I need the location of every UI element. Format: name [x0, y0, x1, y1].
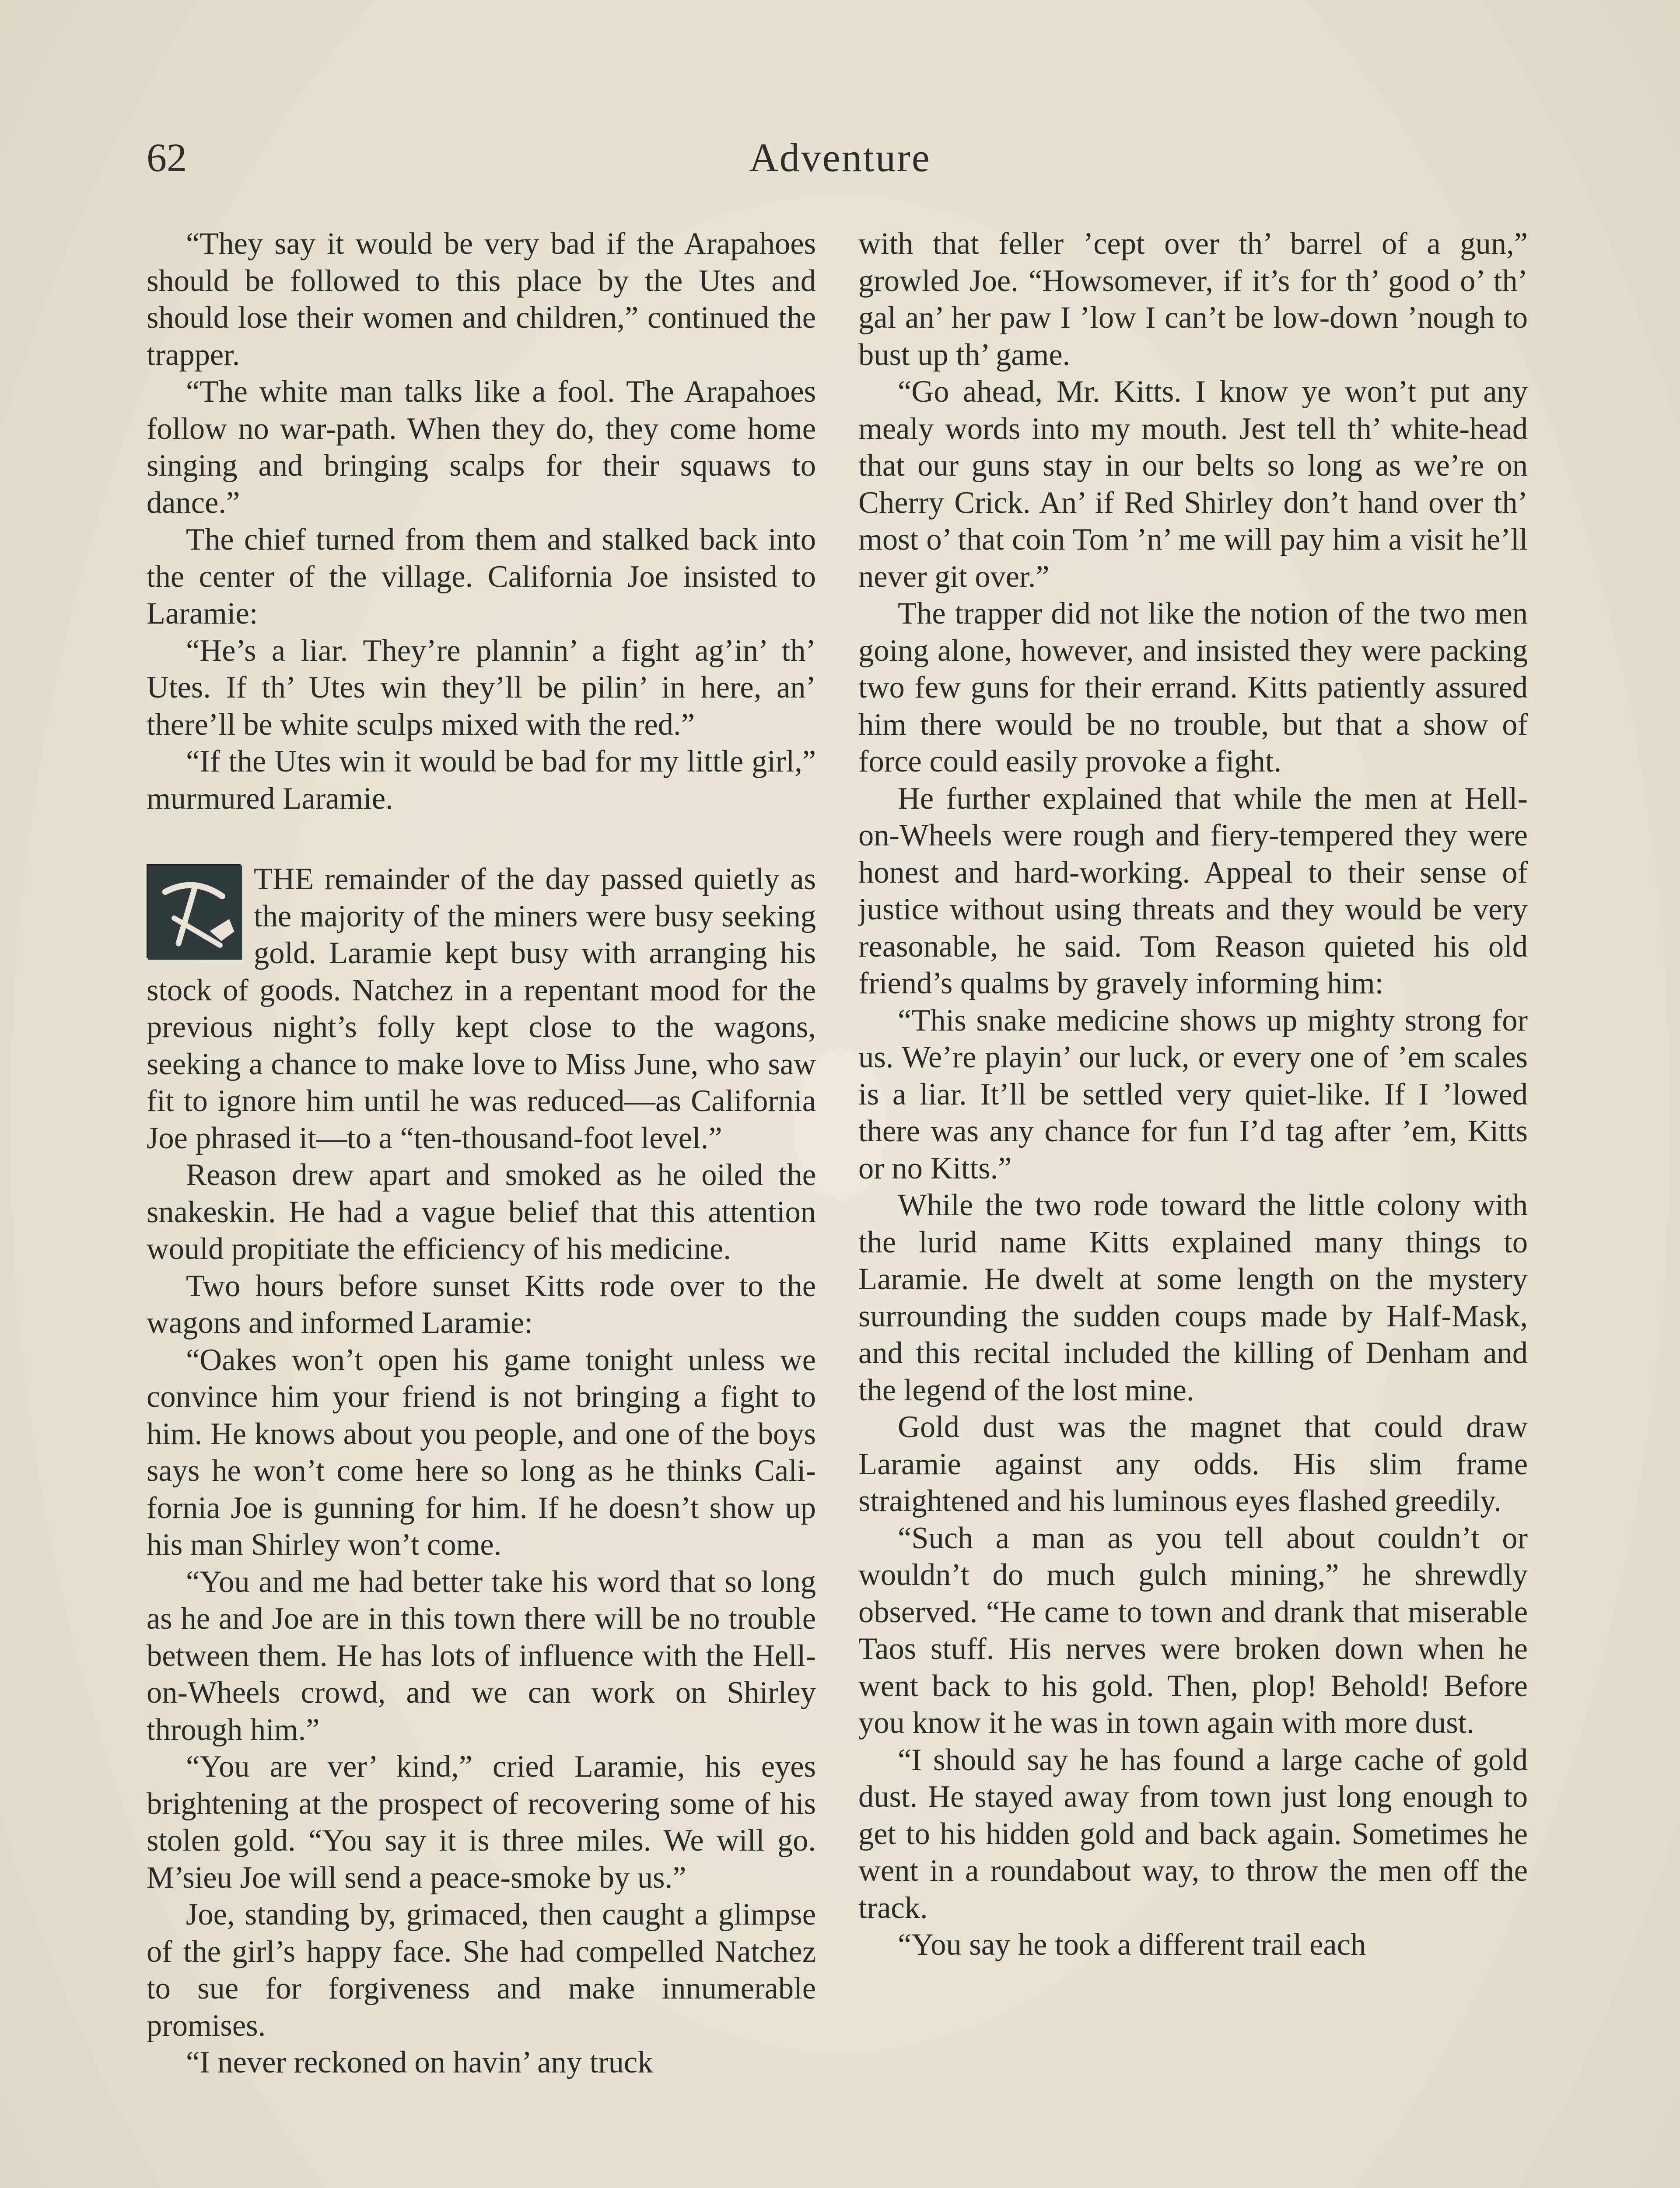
paragraph: “You say he took a different trail each — [898, 1928, 1366, 1962]
paragraph: Reason drew apart and smoked as he oiled the snakeskin. He had a vague belief that this attention would propitiate the efficiency of his medicine. — [147, 1158, 816, 1266]
page-header — [147, 131, 1533, 184]
paragraph: The trapper did not like the notion of the two men going alone, however, and insisted they were packing two few guns for their errand. Kitts patiently assured him there would be no trouble, but that a show of force could easily provoke a fight. — [858, 596, 1528, 778]
section-break — [147, 861, 816, 1157]
paragraph: with that feller ’cept over th’ barrel of a gun,” growled Joe. “Howsomever, if it’s for th’ good o’ th’ gal an’ her paw I ’low I can’t be low-down ’nough to bust up th’ game. — [858, 227, 1528, 372]
pickaxe-icon — [147, 864, 241, 958]
paragraph: “He’s a liar. They’re plannin’ a fight ag’in’ th’ Utes. If th’ Utes win they’ll be pilin’ in here, an’ there’ll be white sculps mixed with the red.” — [147, 633, 816, 742]
paragraph: “Oakes won’t open his game tonight unless we convince him your friend is not bringing a fight to him. He knows about you people, and one of the boys says he won’t come here so long as he thinks California Joe is gunning for him. If he doesn’t show up his man Shirley won’t come. — [147, 1343, 816, 1562]
paragraph: “This snake medicine shows up mighty strong for us. We’re playin’ our luck, or every one of ’em scales is a liar. It’ll be settled very quiet-like. If I ’lowed there was any chance for fun I’d tag after ’em, Kitts or no Kitts.” — [858, 1003, 1528, 1185]
paragraph: “Go ahead, Mr. Kitts. I know ye won’t put any mealy words into my mouth. Jest tell th’ white-head that our guns stay in our belts so long as we’re on Cherry Crick. An’ if Red Shirley don’t hand over th’ most o’ that coin Tom ’n’ me will pay him a visit he’ll never git over.” — [858, 375, 1528, 594]
paragraph: “If the Utes win it would be bad for my little girl,” murmured Laramie. — [147, 744, 816, 816]
paragraph: He further explained that while the men at Hell-on-Wheels were rough and fiery-tempered they were honest and hard-working. Appeal to their sense of justice without using threats and they would be very reasonable, he said. Tom Reason quieted his old friend’s qualms by gravely informing him: — [858, 781, 1528, 1000]
paragraph: “You are ver’ kind,” cried Laramie, his eyes brightening at the prospect of recovering some of his stolen gold. “You say it is three miles. We will go. M’sieu Joe will send a peace-smoke by us.” — [147, 1750, 816, 1895]
paragraph: “The white man talks like a fool. The Arapahoes follow no war-path. When they do, they come home singing and bringing scalps for their squaws to dance.” — [147, 375, 816, 520]
left-column — [147, 225, 816, 2188]
running-title: Adventure — [749, 135, 931, 180]
section-opening-paragraph: THE remainder of the day passed quietly as the majority of the miners were busy seeking gold. Laramie kept busy with arranging his stock of goods. Natchez in a repentant mood for the previous night’s folly kept close to the wagons, seeking a chance to make love to Miss June, who saw fit to ignore him until he was reduced—as California Joe phrased it—to a “ten-thousand-foot level.” — [147, 862, 816, 1155]
paragraph: Gold dust was the magnet that could draw Laramie against any odds. His slim frame straightened and his luminous eyes flashed greedily. — [858, 1410, 1528, 1518]
paragraph: “You and me had better take his word that so long as he and Joe are in this town there will be no trouble between them. He has lots of influence with the Hell-on-Wheels crowd, and we can work on Shirley through him.” — [147, 1564, 816, 1747]
paragraph: While the two rode toward the little colony with the lurid name Kitts explained many things to Laramie. He dwelt at some length on the mystery surrounding the sudden coups made by Half-Mask, and this recital included the killing of Denham and the legend of the lost mine. — [858, 1188, 1528, 1407]
paragraph: “I never reckoned on havin’ any truck — [186, 2045, 653, 2079]
right-column — [858, 225, 1528, 2188]
paragraph: “I should say he has found a large cache of gold dust. He stayed away from town just long enough to get to his hidden gold and back again. Sometimes he went in a roundabout way, to throw the men off the track. — [858, 1743, 1528, 1925]
paragraph: Joe, standing by, grimaced, then caught a glimpse of the girl’s happy face. She had compelled Natchez to sue for forgiveness and make innumerable promises. — [147, 1897, 816, 2043]
paragraph: Two hours before sunset Kitts rode over to the wagons and informed Laramie: — [147, 1269, 816, 1340]
paragraph: The chief turned from them and stalked back into the center of the village. California Joe insisted to Laramie: — [147, 522, 816, 631]
paragraph: “They say it would be very bad if the Arapahoes should be followed to this place by the Utes and should lose their women and children,” continued the trapper. — [147, 227, 816, 372]
paragraph: “Such a man as you tell about couldn’t or wouldn’t do much gulch mining,” he shrewdly observed. “He came to town and drank that miserable Taos stuff. His nerves were broken down when he went back to his gold. Then, plop! Behold! Before you know it he was in town again with more dust. — [858, 1521, 1528, 1740]
page-number: 62 — [147, 135, 187, 180]
